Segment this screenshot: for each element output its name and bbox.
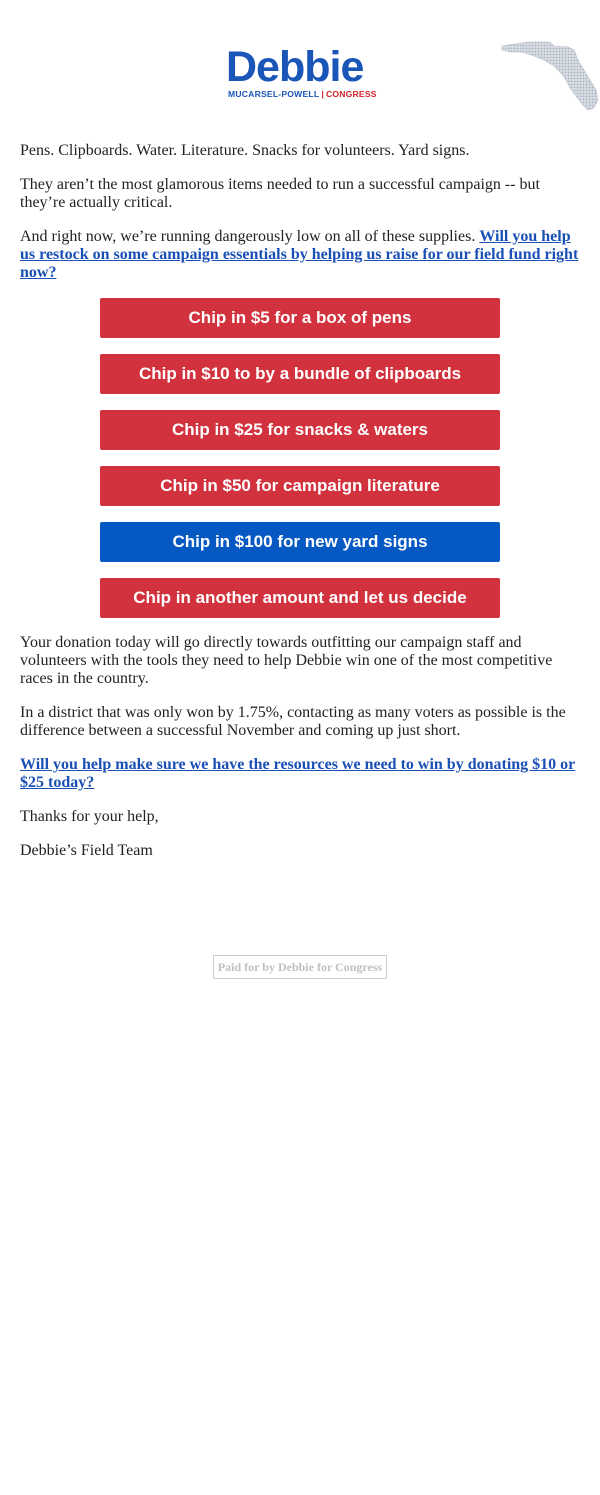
chip-in-25-button[interactable] xyxy=(100,410,500,450)
intro-paragraph-2: They aren’t the most glamorous items needed to run a successful campaign -- but they’re actually critical. xyxy=(20,176,540,211)
logo-subtitle-office: CONGRESS xyxy=(325,89,377,99)
logo-subtitle-separator: | xyxy=(321,89,324,99)
logo-subtitle-name: MUCARSEL-POWELL xyxy=(228,89,320,99)
chip-in-10-button[interactable] xyxy=(100,354,500,394)
button-label: Chip in $100 for new yard signs xyxy=(172,532,428,551)
chip-in-50-button[interactable] xyxy=(100,466,500,506)
ask-text: And right now, we’re running dangerously low on all of these supplies. xyxy=(20,228,480,245)
intro-paragraph-1: Pens. Clipboards. Water. Literature. Snacks for volunteers. Yard signs. xyxy=(20,142,470,159)
logo-wordmark: Debbie xyxy=(226,43,364,91)
button-label: Chip in $50 for campaign literature xyxy=(160,476,440,495)
body-paragraph-2: In a district that was only won by 1.75%, contacting as many voters as possible is the difference between a successful November and coming up just short. xyxy=(20,704,566,739)
donate-10-or-25-link[interactable]: Will you help make sure we have the resources we need to win by donating $10 or $25 today? xyxy=(20,756,576,791)
button-label: Chip in $10 to by a bundle of clipboards xyxy=(138,364,462,383)
signature: Debbie’s Field Team xyxy=(20,842,153,859)
signoff: Thanks for your help, xyxy=(20,808,159,825)
button-label: Chip in $5 for a box of pens xyxy=(188,308,412,327)
florida-state-icon xyxy=(498,38,600,112)
button-label: Chip in another amount and let us decide xyxy=(133,588,467,607)
donation-buttons xyxy=(100,298,500,618)
body-paragraph-1: Your donation today will go directly towards outfitting our campaign staff and volunteers with the tools they need to help Debbie win one of the most competitive races in the country. xyxy=(20,634,553,687)
header-logo-area xyxy=(0,36,600,112)
email-body xyxy=(20,142,580,876)
closing-link-paragraph xyxy=(20,756,580,792)
ask-paragraph xyxy=(20,228,580,282)
field-fund-link[interactable]: Will you help us restock on some campaign essentials by helping us raise for our field fund right now? xyxy=(20,228,579,281)
chip-in-other-amount-button[interactable] xyxy=(100,578,500,618)
campaign-logo[interactable] xyxy=(226,36,376,112)
chip-in-100-button[interactable] xyxy=(100,522,500,562)
paid-for-disclaimer: Paid for by Debbie for Congress xyxy=(213,955,387,979)
chip-in-5-button[interactable] xyxy=(100,298,500,338)
button-label: Chip in $25 for snacks & waters xyxy=(171,420,429,439)
logo-subtitle xyxy=(228,89,377,99)
